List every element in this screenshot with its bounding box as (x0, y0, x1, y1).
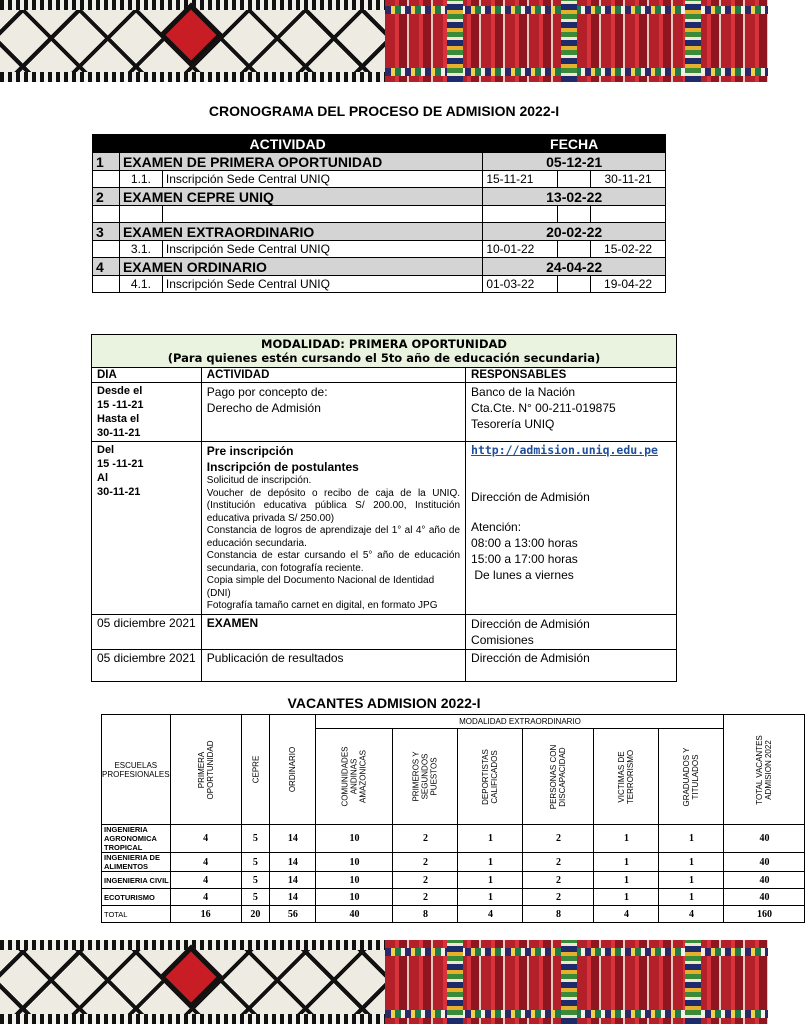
sub-from-date: 01-03-22 (483, 276, 558, 293)
escuelas-header: ESCUELAS PROFESIONALES (102, 715, 171, 825)
modalidad-table (91, 334, 677, 682)
cronograma-item-row (93, 153, 666, 171)
cronograma-title: CRONOGRAMA DEL PROCESO DE ADMISION 2022-I (208, 103, 560, 119)
vacantes-header-row (102, 715, 805, 729)
col-header: PRIMEROS Y SEGUNDOS PUESTOS (411, 751, 439, 802)
modalidad-title: MODALIDAD: PRIMERA OPORTUNIDAD (261, 337, 507, 351)
cronograma-empty-row (93, 206, 666, 223)
sub-label: Inscripción Sede Central UNIQ (162, 171, 482, 188)
cronograma-sub-row (93, 276, 666, 293)
modalidad-extraordinario-header: MODALIDAD EXTRAORDINARIO (316, 715, 724, 729)
actividad-header: ACTIVIDAD (201, 368, 465, 383)
resultados-responsables: Dirección de Admisión (466, 649, 677, 681)
item-date: 05-12-21 (483, 153, 666, 171)
inscripcion-responsables: http://admision.uniq.edu.pe Dirección de Admisión Atención: 08:00 a 13:00 horas 15:00 a 17:00 horas De lunes a viernes (466, 442, 677, 615)
sub-from-date: 10-01-22 (483, 241, 558, 258)
direccion-admision: Dirección de Admisión (471, 490, 590, 504)
examen-responsables: Dirección de Admisión Comisiones (466, 614, 677, 649)
cronograma-item-row (93, 188, 666, 206)
pago-responsables: Banco de la Nación Cta.Cte. N° 00-211-019875 Tesorería UNIQ (466, 383, 677, 442)
cronograma-table (92, 134, 666, 293)
red-textile-pattern (385, 940, 768, 1024)
item-number: 3 (93, 223, 120, 241)
item-date: 13-02-22 (483, 188, 666, 206)
col-header: DEPORTISTAS CALIFICADOS (481, 748, 500, 805)
andean-textile-pattern (0, 940, 385, 1024)
cronograma-header-row (93, 135, 666, 153)
sub-from-date: 15-11-21 (483, 171, 558, 188)
andean-textile-pattern (0, 0, 385, 82)
inscripcion-row (92, 442, 677, 615)
examen-dia: 05 diciembre 2021 (92, 614, 202, 649)
inscripcion-actividad: Pre inscripción Inscripción de postulantes Solicitud de inscripción. Voucher de depósito o recibo de caja de la UNIQ. (Institución educativa pública S/ 200.00, Institución educativa privada S/ 250.00) Constancia de logros de aprendizaje del 1° al 4° año de educación secundaria. Constancia de estar cursando el 5° año de educación secundaria, con fotografía reciente. Copia simple del Documento Nacional de Identidad (DNI) Fotografía tamaño carnet en digital, en formato JPG (201, 442, 465, 615)
col-header: CEPRE (250, 755, 260, 784)
modalidad-header-row (92, 368, 677, 383)
examen-row (92, 614, 677, 649)
inscripcion-dia: Del 15 -11-21 Al 30-11-21 (92, 442, 202, 615)
resultados-actividad: Publicación de resultados (201, 649, 465, 681)
col-header: ORDINARIO (288, 746, 298, 793)
resultados-dia: 05 diciembre 2021 (92, 649, 202, 681)
sub-label: Inscripción Sede Central UNIQ (162, 241, 482, 258)
col-header: PERSONAS CON DISCAPACIDAD (549, 744, 568, 809)
sub-to-date: 30-11-21 (591, 171, 666, 188)
table-row: ECOTURISMO 4 5 14 10 2 1 2 1 1 40 (102, 889, 805, 906)
table-row: INGENIERIA CIVIL 4 5 14 10 2 1 2 1 1 40 (102, 872, 805, 889)
examen-actividad: EXAMEN (201, 614, 465, 649)
item-date: 20-02-22 (483, 223, 666, 241)
col-header: PRIMERA OPORTUNIDAD (196, 740, 215, 799)
pago-dia: Desde el 15 -11-21 Hasta el 30-11-21 (92, 383, 202, 442)
item-name: EXAMEN CEPRE UNIQ (119, 188, 482, 206)
red-textile-pattern (385, 0, 768, 82)
item-name: EXAMEN EXTRAORDINARIO (119, 223, 482, 241)
cronograma-item-row (93, 223, 666, 241)
sub-to-date: 19-04-22 (591, 276, 666, 293)
col-header: GRADUADOS Y TITULADOS (682, 747, 701, 806)
sub-number: 1.1. (119, 171, 162, 188)
item-name: EXAMEN DE PRIMERA OPORTUNIDAD (119, 153, 482, 171)
dia-header: DIA (92, 368, 202, 383)
table-row: INGENIERIA AGRONOMICA TROPICAL 4 5 14 10 2 1 2 1 1 40 (102, 825, 805, 853)
item-date: 24-04-22 (483, 258, 666, 276)
sub-number: 3.1. (119, 241, 162, 258)
actividad-header: ACTIVIDAD (93, 135, 483, 153)
table-row: INGENIERIA DE ALIMENTOS 4 5 14 10 2 1 2 1 1 40 (102, 853, 805, 872)
item-number: 2 (93, 188, 120, 206)
cronograma-sub-row (93, 171, 666, 188)
vacantes-table (101, 714, 805, 923)
modalidad-subtitle: (Para quienes estén cursando el 5to año de educación secundaria) (167, 351, 601, 365)
modalidad-title-row (92, 335, 677, 368)
col-header: TOTAL VACANTES ADMISION 2022 (755, 734, 774, 805)
col-header: COMUNIDADES ANDINAS AMAZONICAS (340, 746, 368, 807)
fecha-header: FECHA (483, 135, 666, 153)
pago-row (92, 383, 677, 442)
item-number: 4 (93, 258, 120, 276)
col-header: VICTIMAS DE TERRORISMO (617, 749, 636, 804)
cronograma-item-row (93, 258, 666, 276)
item-name: EXAMEN ORDINARIO (119, 258, 482, 276)
sub-to-date: 15-02-22 (591, 241, 666, 258)
resultados-row (92, 649, 677, 681)
bottom-textile-banner (0, 940, 768, 1024)
top-textile-banner (0, 0, 768, 82)
sub-label: Inscripción Sede Central UNIQ (162, 276, 482, 293)
item-number: 1 (93, 153, 120, 171)
vacantes-title: VACANTES ADMISION 2022-I (287, 695, 481, 711)
sub-number: 4.1. (119, 276, 162, 293)
responsables-header: RESPONSABLES (466, 368, 677, 383)
pago-actividad: Pago por concepto de: Derecho de Admisión (201, 383, 465, 442)
total-row: TOTAL 16 20 56 40 8 4 8 4 4 160 (102, 906, 805, 923)
cronograma-sub-row (93, 241, 666, 258)
admision-link[interactable]: http://admision.uniq.edu.pe (471, 443, 658, 457)
